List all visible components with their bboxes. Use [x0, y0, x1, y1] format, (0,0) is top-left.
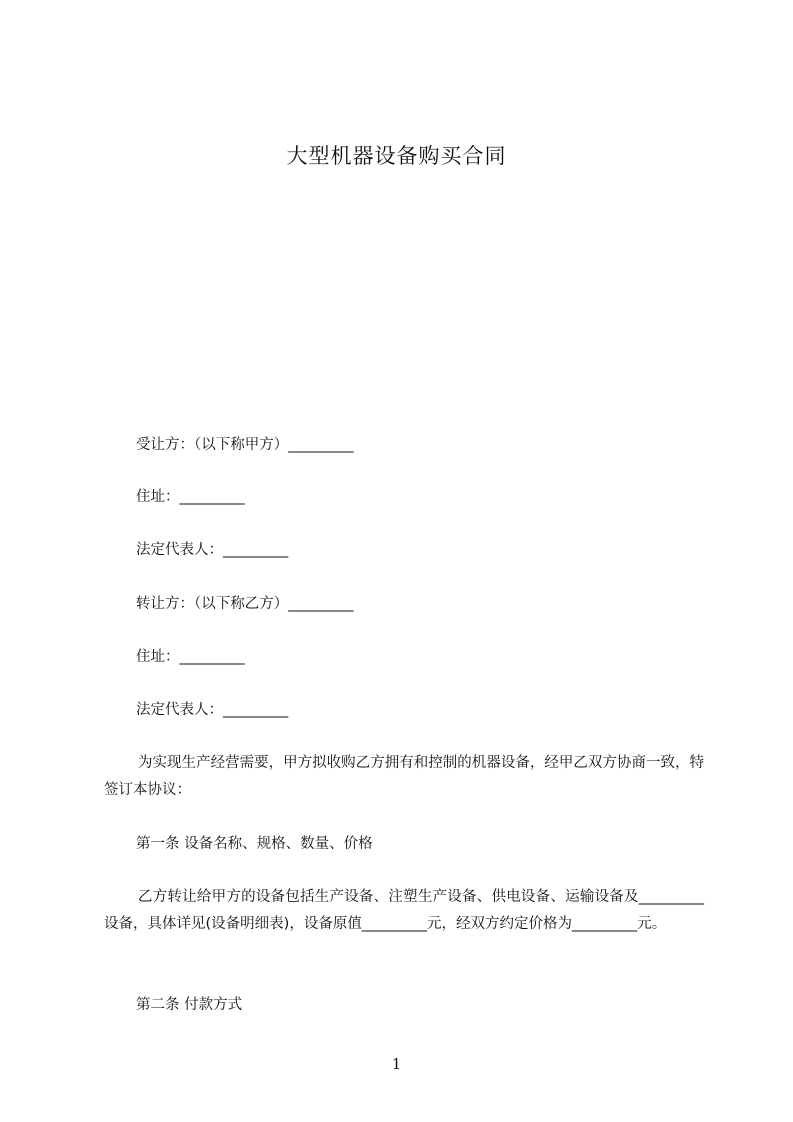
article-2-heading: 第二条 付款方式	[136, 997, 243, 1013]
party-a-address: 住址：_________	[136, 489, 245, 505]
page-number: 1	[391, 1055, 402, 1073]
article-1-heading: 第一条 设备名称、规格、数量、价格	[136, 836, 373, 852]
party-b-representative: 法定代表人：_________	[136, 702, 289, 718]
preamble-paragraph: 为实现生产经营需要，甲方拟收购乙方拥有和控制的机器设备，经甲乙双方协商一致，特签订本协议：	[104, 755, 704, 798]
party-a-representative: 法定代表人：_________	[136, 542, 289, 558]
document-title: 大型机器设备购买合同	[286, 144, 507, 168]
party-b-label: 转让方：（以下称乙方）_________	[136, 596, 354, 612]
party-b-address: 住址：_________	[136, 649, 245, 665]
article-1-body: 乙方转让给甲方的设备包括生产设备、注塑生产设备、供电设备、运输设备及_________设备，具体详见(设备明细表)，设备原值_________元，经双方约定价格为_________元。	[104, 889, 704, 932]
party-a-label: 受让方：（以下称甲方）_________	[136, 437, 354, 453]
